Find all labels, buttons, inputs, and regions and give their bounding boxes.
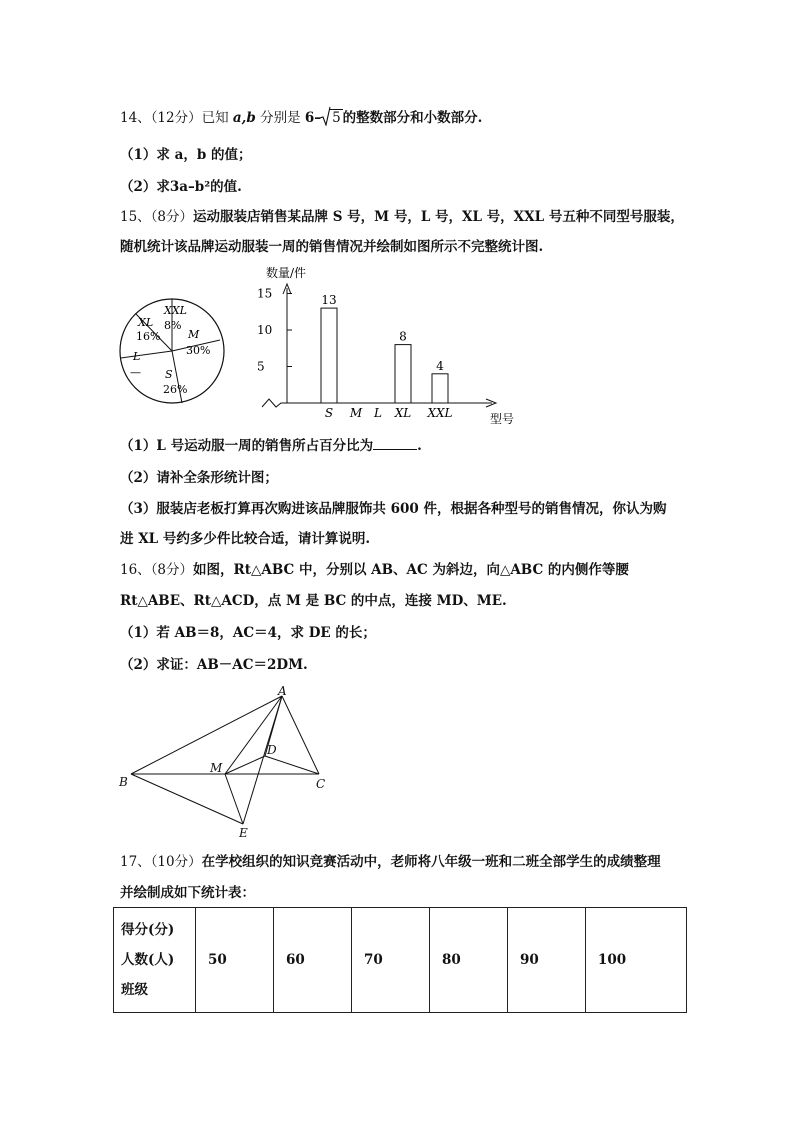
bar-x-tick-label: L [374,406,382,420]
q16-stem-line2: Rt△ABE、Rt△ACD，点 M 是 BC 的中点，连接 MD、ME. [120,593,507,609]
segment-ab [131,696,282,774]
table-cell-score: 60 [273,908,351,1013]
pie-label-xxl: XXL [164,304,187,317]
pie-label-m: M [188,328,200,341]
q14-sub1: （1）求 a，b 的值； [120,147,252,163]
pie-label-s: S [165,368,173,381]
bar-data-label: 4 [436,358,444,373]
table-cell-score: 80 [429,908,507,1013]
q15-stem-line1: 15、（8分）运动服装店销售某品牌 S 号，M 号，L 号，XL 号，XXL 号五种不同型号服装， [120,209,684,225]
q15-sub1: （1）L 号运动服一周的销售所占百分比为 . [120,438,422,454]
table-header-cell: 得分(分) 人数(人) 班级 [114,908,196,1013]
pie-divider-lower-left [121,351,172,358]
bar-xl [395,345,411,403]
point-label-m: M [210,761,223,775]
q17-stem-line1: 17、（10分）在学校组织的知识竞赛活动中，老师将八年级一班和二班全部学生的成绩整理 [120,854,661,870]
q15-stem-line2: 随机统计该品牌运动服装一周的销售情况并绘制如图所示不完整统计图. [120,239,544,255]
bar-x-tick-label: M [349,406,363,420]
q14-stem: 14、（12分）已知 a,b 分别是 6– 5 的整数部分和小数部分. [120,109,482,127]
sqrt-sign-icon [320,106,331,126]
bar-x-tick-label: XL [394,406,412,420]
bar-x-axis-title: 型号 [490,412,514,426]
bar-y-axis-title: 数量/件 [266,266,307,280]
table-cell-score: 100 [585,908,686,1013]
bar-s [321,308,337,403]
point-label-b: B [119,775,128,789]
table-cell-score: 90 [507,908,585,1013]
bar-xxl [432,374,448,403]
q17-stem-line2: 并绘制成如下统计表： [120,885,255,901]
table-cell-score: 70 [351,908,429,1013]
q14-number: 14、 [120,110,151,126]
q15-sub3-line1: （3）服装店老板打算再次购进该品牌服饰共 600 件，根据各种型号的销售情况，你认为购 [120,501,667,517]
q16-stem-line1: 16、（8分）如图，Rt△ABC 中，分别以 AB、AC 为斜边，向△ABC 的内侧作等腰 [120,562,629,578]
table-cell-score: 50 [196,908,274,1013]
sqrt-symbol: 5 [321,109,343,127]
pie-pct-xxl: 8% [164,319,182,332]
bar-data-label: 8 [399,329,407,344]
point-label-a: A [278,684,287,698]
segment-dc [265,756,319,774]
q14-sub2: （2）求3a–b²的值. [120,179,242,195]
answer-blank[interactable] [373,437,417,450]
pie-chart [110,286,230,416]
q16-sub2: （2）求证：AB－AC＝2DM. [120,657,308,673]
q16-sub1: （1）若 AB＝8，AC＝4，求 DE 的长； [120,625,376,641]
pie-label-xl: XL [138,316,154,329]
bar-y-tick-label: 10 [257,323,273,337]
segment-ac [282,696,319,774]
bar-y-tick-label: 15 [257,286,273,301]
q15-sub2: （2）请补全条形统计图； [120,470,278,486]
segment-am [225,696,282,774]
bar-x-tick-label: XXL [427,406,453,420]
score-table [113,907,687,1013]
point-label-d: D [267,743,277,757]
bar-y-tick-label: 5 [257,359,265,374]
triangle-figure [115,684,345,844]
segment-me [225,774,243,824]
point-label-e: E [239,826,248,840]
q14-score: （12分） [150,110,202,126]
bar-x-tick-label: S [324,406,334,420]
pie-label-l: L [133,350,141,363]
segment-be [131,774,243,824]
pie-pct-m: 30% [186,344,211,357]
table-row [114,908,687,1013]
point-label-c: C [316,777,326,791]
bar-chart [252,266,514,426]
pie-pct-s: 26% [163,383,188,396]
pie-pct-l: — [130,366,141,379]
bar-axis-break [262,399,287,407]
bar-data-label: 13 [321,293,337,308]
pie-pct-xl: 16% [136,330,161,343]
q15-sub3-line2: 进 XL 号约多少件比较合适，请计算说明. [120,531,371,547]
